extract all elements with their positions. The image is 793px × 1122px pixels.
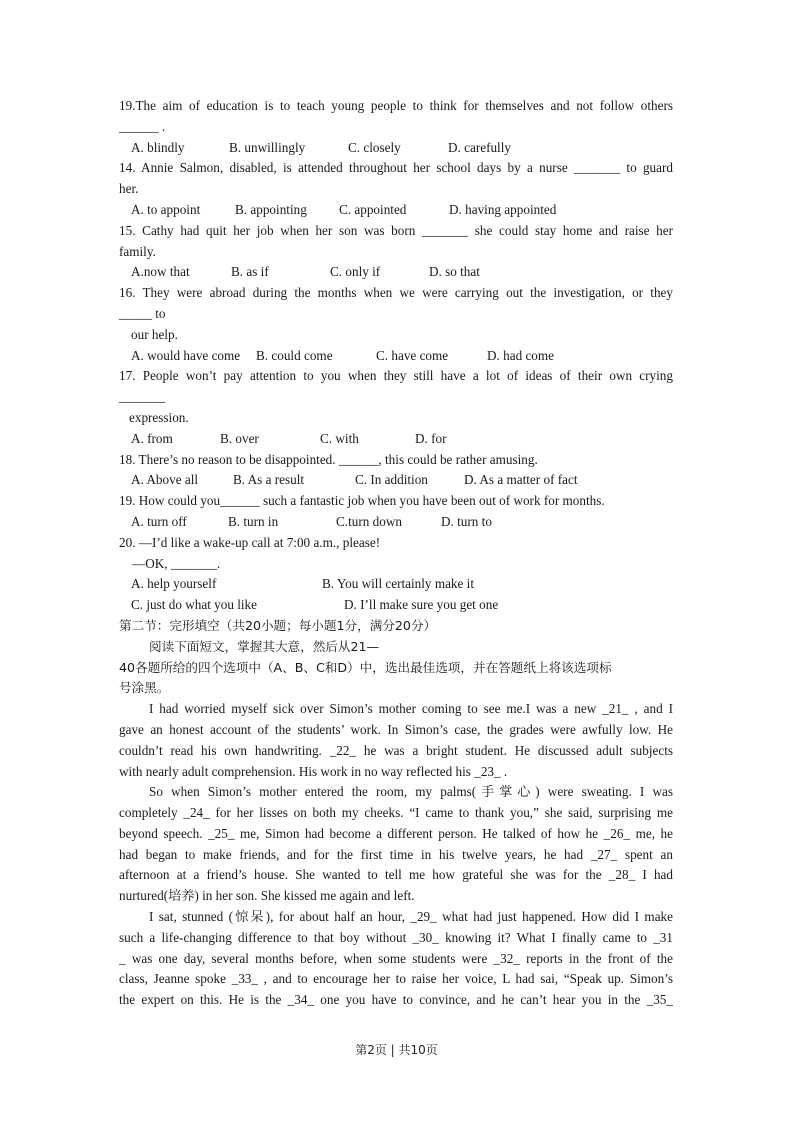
passage-line: nurtured(培养) in her son. She kissed me again and left. xyxy=(119,888,415,904)
question-stem: 17. People won’t pay attention to you when they still have a lot of ideas of their own crying xyxy=(119,368,673,384)
passage-line: class, Jeanne spoke _33_ , and to encourage her to raise her voice, L had sai, “Speak up. Simon’s xyxy=(119,971,673,987)
option-c: C.turn down xyxy=(336,513,402,529)
option-c: C. In addition xyxy=(355,472,428,488)
passage-line: beyond speech. _25_ me, Simon had become a different person. He talked of how he _26_ me, he xyxy=(119,825,673,841)
question-stem: 18. There’s no reason to be disappointed. ______, this could be rather amusing. xyxy=(119,451,538,467)
option-d: D. had come xyxy=(487,347,555,363)
option-b: B. As a result xyxy=(233,472,305,488)
question-options xyxy=(119,595,673,616)
option-c: C. closely xyxy=(348,139,401,155)
passage-line: gave an honest account of the students’ work. In Simon’s case, the grades were awfully low. He xyxy=(119,721,673,737)
section-instructions: 阅读下面短文，掌握其大意，然后从21— xyxy=(149,638,380,654)
passage-line: with nearly adult comprehension. His work in no way reflected his _23_ . xyxy=(119,763,508,779)
option-b: B. as if xyxy=(231,264,269,280)
question-stem: 14. Annie Salmon, disabled, is attended throughout her school days by a nurse _______ to guard xyxy=(119,160,673,176)
question-options xyxy=(119,346,673,367)
option-c: C. just do what you like xyxy=(131,597,258,613)
option-d: D. for xyxy=(415,430,447,446)
passage-line: had began to make friends, and for the first time in his twelve years, he had _27_ spent an xyxy=(119,846,673,862)
option-b: B. could come xyxy=(256,347,333,363)
question-stem-cont: —OK, _______. xyxy=(132,555,221,571)
question-stem-cont: her. xyxy=(119,181,139,197)
question-options xyxy=(119,574,673,595)
option-c: C. with xyxy=(320,430,359,446)
question-stem-cont: expression. xyxy=(129,409,189,425)
option-d: D. turn to xyxy=(441,513,492,529)
question-stem: 16. They were abroad during the months when we were carrying out the investigation, or they xyxy=(119,285,673,301)
section-instructions: 号涂黑。 xyxy=(119,680,170,696)
passage-line: I had worried myself sick over Simon’s mother coming to see me.I was a new _21_ , and I xyxy=(149,701,673,717)
question-stem-cont: _____ to xyxy=(119,305,166,321)
option-a: A. Above all xyxy=(131,472,199,488)
option-b: B. turn in xyxy=(228,513,279,529)
question-stem-cont: our help. xyxy=(131,326,178,342)
option-d: D. I’ll make sure you get one xyxy=(344,597,499,613)
question-stem: 19.The aim of education is to teach young people to think for themselves and not follow others xyxy=(119,98,673,113)
question-stem: 15. Cathy had quit her job when her son was born _______ she could stay home and raise her xyxy=(119,222,673,238)
option-a: A. help yourself xyxy=(131,576,217,592)
section-instructions: 40各题所给的四个选项中（A、B、C和D）中，选出最佳选项，并在答题纸上将该选项标 xyxy=(119,659,612,675)
option-c: C. appointed xyxy=(339,201,407,217)
option-c: C. have come xyxy=(376,347,449,363)
option-a: A.now that xyxy=(131,264,190,280)
passage-line: couldn’t read his own handwriting. _22_ he was a bright student. He discussed adult subjects xyxy=(119,742,673,758)
question-options xyxy=(119,470,673,491)
option-a: A. blindly xyxy=(131,139,185,155)
section-heading: 第二节：完形填空（共20小题；每小题1分，满分20分） xyxy=(119,617,437,633)
passage-line: _ was one day, several months before, when some students were _32_ reports in the front of the xyxy=(119,950,673,966)
passage-line: completely _24_ for her lisses on both my cheeks. “I came to thank you,” she said, surprising me xyxy=(119,805,673,821)
option-a: A. from xyxy=(131,430,173,446)
option-d: D. having appointed xyxy=(449,201,557,217)
option-b: B. appointing xyxy=(235,201,307,217)
exam-page xyxy=(119,96,673,1011)
option-b: B. You will certainly make it xyxy=(322,576,475,592)
passage-line: I sat, stunned (惊呆), for about half an hour, _29_ what had just happened. How did I make xyxy=(149,909,673,925)
option-b: B. over xyxy=(220,430,259,446)
question-options xyxy=(119,138,673,159)
question-options xyxy=(119,200,673,221)
question-stem-cont: _______ xyxy=(119,389,166,405)
option-a: A. would have come xyxy=(131,347,241,363)
option-d: D. As a matter of fact xyxy=(464,472,578,488)
question-stem-cont: ______ . xyxy=(119,118,166,134)
option-d: D. so that xyxy=(429,264,480,280)
option-c: C. only if xyxy=(330,264,381,280)
question-stem: 20. —I’d like a wake-up call at 7:00 a.m., please! xyxy=(119,534,381,550)
passage-line: such a life-changing difference to that boy without _30_ knowing it? What I finally came to _31 xyxy=(119,929,673,945)
passage-line: the expert on this. He is the _34_ one you have to convince, and he can’t hear you in the _35_ xyxy=(119,992,673,1008)
question-stem-cont: family. xyxy=(119,243,156,259)
passage-line: afternoon at a friend’s house. She wanted to tell me how grateful she was for the _28_ I had xyxy=(119,867,673,883)
question-stem: 19. How could you______ such a fantastic job when you have been out of work for months. xyxy=(119,493,605,509)
page-footer: 第2页 | 共10页 xyxy=(355,1043,438,1057)
passage-line: So when Simon’s mother entered the room, my palms(手掌心) were sweating. I was xyxy=(149,784,673,800)
question-options xyxy=(119,512,673,533)
option-b: B. unwillingly xyxy=(229,139,306,155)
option-a: A. turn off xyxy=(131,513,187,529)
question-options xyxy=(119,429,673,450)
option-d: D. carefully xyxy=(448,139,511,155)
option-a: A. to appoint xyxy=(131,201,201,217)
question-options xyxy=(119,262,673,283)
